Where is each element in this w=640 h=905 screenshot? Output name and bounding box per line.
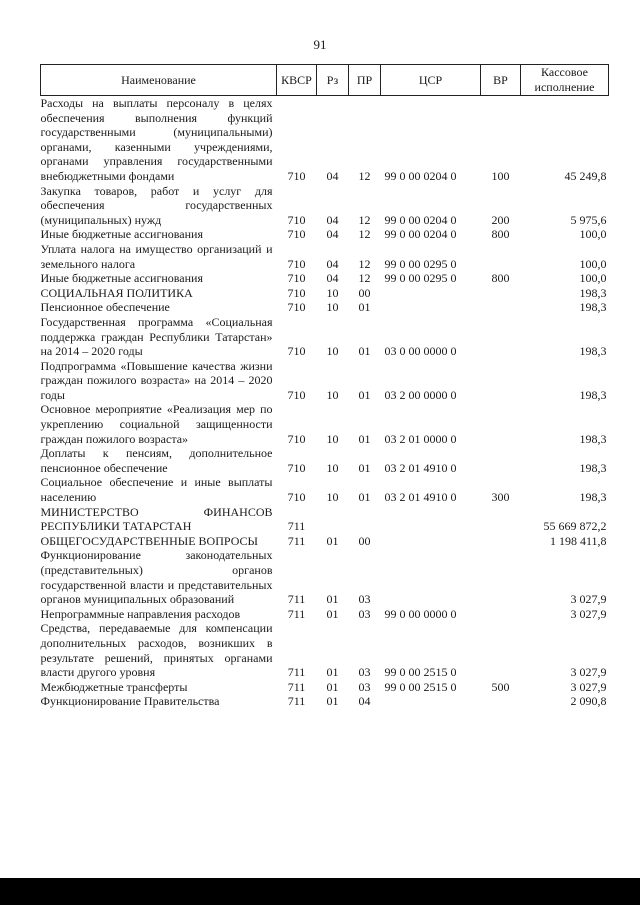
cell-amount: 2 090,8 — [570, 694, 607, 709]
cell-kvsr: 710 — [287, 387, 306, 402]
cell-amount: 198,3 — [579, 431, 607, 446]
cell-amount: 100,0 — [579, 271, 607, 286]
cell-csr — [381, 534, 481, 549]
header-csr: ЦСР — [381, 65, 481, 96]
cell-name: Межбюджетные трансферты — [40, 679, 188, 694]
cell-rz: 10 — [326, 285, 339, 300]
table-row — [41, 534, 609, 549]
cell-rz: 01 — [326, 533, 339, 548]
cell-vr: 300 — [491, 490, 510, 505]
cell-vr — [481, 505, 521, 534]
cell-kvsr: 711 — [287, 592, 306, 607]
cell-rz: 10 — [326, 300, 339, 315]
cell-vr: 100 — [491, 168, 510, 183]
cell-amount: 198,3 — [579, 300, 607, 315]
cell-rz: 04 — [326, 256, 339, 271]
cell-name: МИНИСТЕРСТВО ФИНАНСОВ РЕСПУБЛИКИ ТАТАРСТАН — [40, 504, 273, 534]
cell-csr — [381, 300, 481, 315]
cell-pr: 12 — [358, 271, 371, 286]
cell-amount: 3 027,9 — [570, 679, 607, 694]
cell-kvsr: 711 — [287, 533, 306, 548]
cell-pr: 01 — [358, 300, 371, 315]
table-row — [41, 694, 609, 709]
header-kvsr: КВСР — [277, 65, 317, 96]
cell-rz — [317, 505, 349, 534]
cell-kvsr: 710 — [287, 256, 306, 271]
cell-pr: 01 — [358, 460, 371, 475]
cell-rz: 01 — [326, 694, 339, 709]
cell-csr — [381, 286, 481, 301]
cell-csr: 03 2 01 4910 0 — [384, 460, 457, 475]
header-amount: Кассовое исполнение — [521, 65, 609, 96]
table-row — [41, 359, 609, 403]
table-row — [41, 680, 609, 695]
cell-vr: 800 — [491, 227, 510, 242]
cell-vr — [481, 402, 521, 446]
header-vr: ВР — [481, 65, 521, 96]
cell-csr: 99 0 00 0000 0 — [384, 606, 457, 621]
table-row — [41, 402, 609, 446]
cell-vr — [481, 242, 521, 271]
cell-rz: 10 — [326, 387, 339, 402]
cell-name: Расходы на выплаты персоналу в целях обеспечения выполнения функций государственными (муниципальными) органами, казенными учреждениями, органами управления государственными внебюджетными фондами — [40, 96, 273, 183]
cell-amount: 1 198 411,8 — [549, 533, 607, 548]
cell-csr: 99 0 00 0204 0 — [384, 227, 457, 242]
cell-pr: 12 — [358, 256, 371, 271]
cell-kvsr: 710 — [287, 168, 306, 183]
cell-vr: 500 — [491, 679, 510, 694]
cell-amount: 3 027,9 — [570, 606, 607, 621]
cell-csr: 99 0 00 2515 0 — [384, 665, 457, 680]
cell-vr — [481, 286, 521, 301]
header-pr: ПР — [349, 65, 381, 96]
cell-rz: 04 — [326, 271, 339, 286]
cell-pr: 12 — [358, 168, 371, 183]
cell-rz: 01 — [326, 606, 339, 621]
table-row — [41, 300, 609, 315]
cell-amount: 55 669 872,2 — [543, 519, 607, 534]
cell-csr: 99 0 00 0295 0 — [384, 271, 457, 286]
table-row — [41, 475, 609, 504]
cell-amount: 198,3 — [579, 387, 607, 402]
cell-pr: 00 — [358, 533, 371, 548]
cell-rz: 01 — [326, 592, 339, 607]
cell-kvsr: 711 — [287, 694, 306, 709]
cell-vr — [481, 607, 521, 622]
cell-pr: 03 — [358, 679, 371, 694]
table-row — [41, 315, 609, 359]
cell-pr: 01 — [358, 431, 371, 446]
cell-vr — [481, 548, 521, 606]
cell-amount: 198,3 — [579, 285, 607, 300]
table-row — [41, 505, 609, 534]
cell-kvsr: 710 — [287, 490, 306, 505]
cell-csr: 03 2 01 0000 0 — [384, 431, 457, 446]
table-row — [41, 96, 609, 184]
cell-kvsr: 711 — [287, 606, 306, 621]
cell-vr — [481, 694, 521, 709]
cell-csr: 03 2 01 4910 0 — [384, 490, 457, 505]
table-row — [41, 271, 609, 286]
table-row — [41, 548, 609, 606]
cell-kvsr: 710 — [287, 460, 306, 475]
cell-rz: 01 — [326, 679, 339, 694]
cell-name: Подпрограмма «Повышение качества жизни граждан пожилого возраста» на 2014 – 2020 годы — [40, 358, 273, 402]
cell-pr — [349, 505, 381, 534]
cell-rz: 10 — [326, 490, 339, 505]
cell-name: Иные бюджетные ассигнования — [40, 271, 203, 286]
cell-name: Социальное обеспечение и иные выплаты населению — [40, 475, 273, 505]
cell-vr — [481, 300, 521, 315]
cell-amount: 100,0 — [579, 227, 607, 242]
scan-bottom-edge — [0, 878, 640, 905]
cell-vr — [481, 446, 521, 475]
header-name: Наименование — [41, 65, 277, 96]
cell-rz: 10 — [326, 431, 339, 446]
cell-csr: 99 0 00 0204 0 — [384, 168, 457, 183]
cell-name: Средства, передаваемые для компенсации дополнительных расходов, возникших в результате решений, принятых органами власти другого уровня — [40, 621, 273, 680]
cell-amount: 198,3 — [579, 344, 607, 359]
cell-pr: 03 — [358, 592, 371, 607]
cell-kvsr: 710 — [287, 212, 306, 227]
cell-kvsr: 710 — [287, 227, 306, 242]
table-row — [41, 286, 609, 301]
table-row — [41, 242, 609, 271]
cell-kvsr: 710 — [287, 285, 306, 300]
cell-csr: 99 0 00 0204 0 — [384, 212, 457, 227]
cell-name: Государственная программа «Социальная поддержка граждан Республики Татарстан» на 2014 – 2020 годы — [40, 314, 273, 359]
cell-name: Пенсионное обеспечение — [40, 300, 170, 315]
cell-rz: 04 — [326, 212, 339, 227]
cell-vr — [481, 621, 521, 679]
cell-pr: 04 — [358, 694, 371, 709]
cell-amount: 3 027,9 — [570, 665, 607, 680]
table-header-row — [41, 65, 609, 96]
table-row — [41, 446, 609, 475]
cell-pr: 03 — [358, 606, 371, 621]
cell-name: Уплата налога на имущество организаций и земельного налога — [40, 241, 273, 271]
cell-kvsr: 710 — [287, 300, 306, 315]
cell-amount: 3 027,9 — [570, 592, 607, 607]
table-row — [41, 607, 609, 622]
cell-pr: 00 — [358, 285, 371, 300]
budget-table — [40, 64, 609, 709]
cell-rz: 04 — [326, 227, 339, 242]
cell-pr: 12 — [358, 227, 371, 242]
table-row — [41, 184, 609, 228]
cell-name: Доплаты к пенсиям, дополнительное пенсионное обеспечение — [40, 446, 273, 475]
cell-pr: 01 — [358, 344, 371, 359]
page-number: 91 — [313, 37, 327, 52]
cell-csr — [381, 694, 481, 709]
header-rz: Рз — [317, 65, 349, 96]
cell-vr — [481, 359, 521, 403]
cell-kvsr: 710 — [287, 431, 306, 446]
cell-kvsr: 710 — [287, 344, 306, 359]
cell-vr — [481, 315, 521, 359]
table-row — [41, 621, 609, 679]
cell-name: Функционирование Правительства — [40, 694, 220, 709]
cell-csr: 99 0 00 0295 0 — [384, 256, 457, 271]
cell-rz: 04 — [326, 168, 339, 183]
cell-kvsr: 711 — [287, 679, 306, 694]
cell-pr: 01 — [358, 387, 371, 402]
cell-pr: 03 — [358, 665, 371, 680]
cell-pr: 12 — [358, 212, 371, 227]
cell-kvsr: 710 — [287, 271, 306, 286]
cell-amount: 5 975,6 — [570, 212, 607, 227]
cell-name: Основное мероприятие «Реализация мер по укреплению социальной защищенности граждан пожилого возраста» — [40, 402, 273, 446]
cell-vr: 800 — [491, 271, 510, 286]
cell-csr: 99 0 00 2515 0 — [384, 679, 457, 694]
cell-name: СОЦИАЛЬНАЯ ПОЛИТИКА — [40, 285, 193, 300]
cell-kvsr: 711 — [287, 519, 306, 534]
cell-rz: 10 — [326, 460, 339, 475]
cell-name: Закупка товаров, работ и услуг для обеспечения государственных (муниципальных) нужд — [40, 183, 273, 227]
cell-csr — [381, 548, 481, 606]
cell-name: Иные бюджетные ассигнования — [40, 227, 203, 242]
cell-amount: 100,0 — [579, 256, 607, 271]
cell-kvsr: 711 — [287, 665, 306, 680]
cell-name: ОБЩЕГОСУДАРСТВЕННЫЕ ВОПРОСЫ — [40, 533, 258, 548]
cell-name: Непрограммные направления расходов — [40, 606, 241, 621]
cell-pr: 01 — [358, 490, 371, 505]
cell-amount: 198,3 — [579, 490, 607, 505]
cell-amount: 45 249,8 — [564, 168, 607, 183]
table-row — [41, 227, 609, 242]
cell-rz: 01 — [326, 665, 339, 680]
cell-vr — [481, 534, 521, 549]
cell-amount: 198,3 — [579, 460, 607, 475]
cell-vr: 200 — [491, 212, 510, 227]
cell-csr — [381, 505, 481, 534]
cell-csr: 03 2 00 0000 0 — [384, 387, 457, 402]
cell-csr: 03 0 00 0000 0 — [384, 344, 457, 359]
cell-name: Функционирование законодательных (представительных) органов государственной власти и представительных органов муниципальных образований — [40, 548, 273, 607]
cell-rz: 10 — [326, 344, 339, 359]
